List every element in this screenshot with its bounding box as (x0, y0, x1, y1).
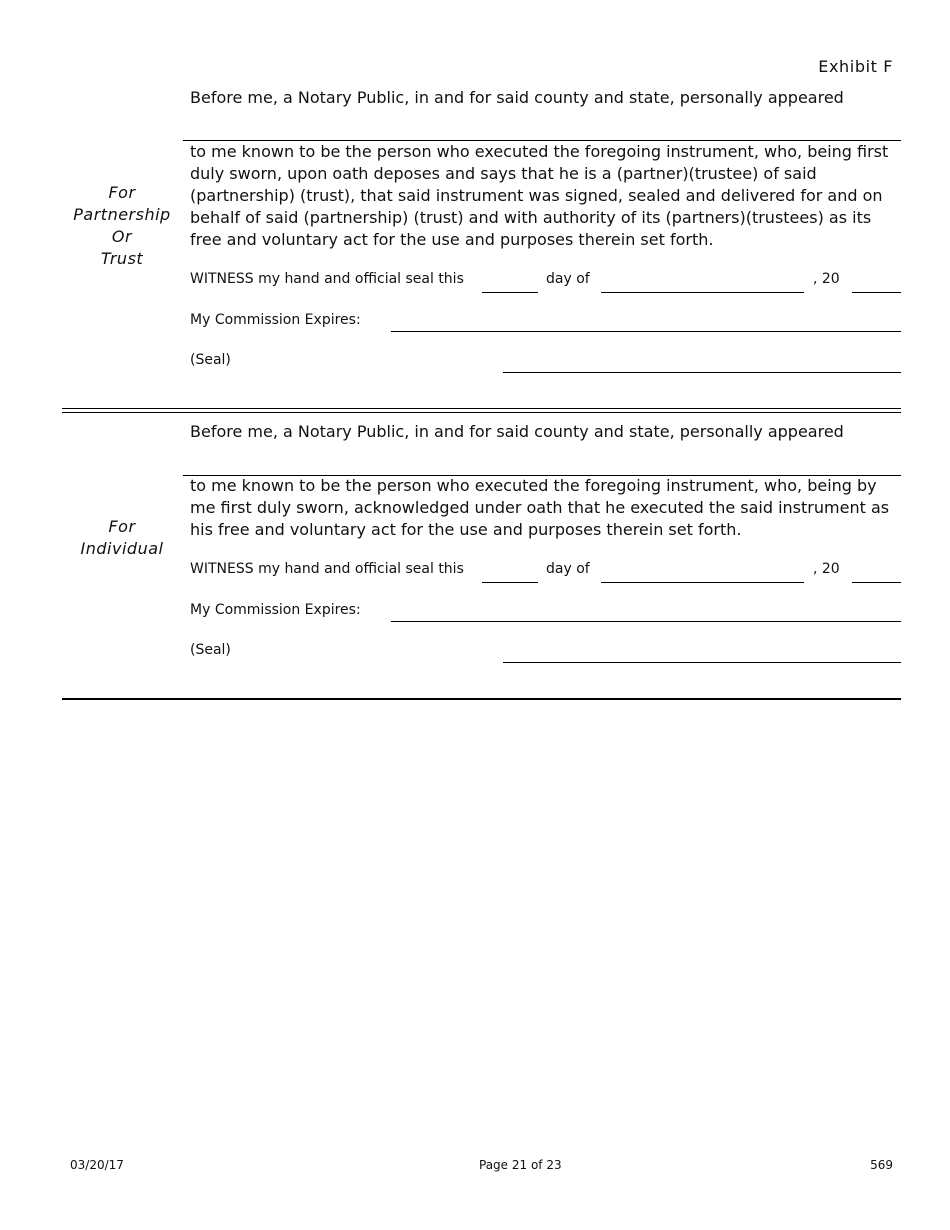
footer-form-number: 569 (870, 1158, 893, 1172)
day-blank[interactable] (482, 292, 538, 293)
intro-text: Before me, a Notary Public, in and for said county and state, personally appeared (190, 88, 844, 107)
commission-expires-label: My Commission Expires: (190, 602, 361, 618)
acknowledgment-body: to me known to be the person who executed the foregoing instrument, who, being by me first duly sworn, acknowledged under oath that he executed the said instrument as his free and voluntary act for the use and purposes therein set forth. (190, 476, 890, 539)
side-label-individual (62, 516, 182, 560)
year-prefix-label: , 20 (813, 561, 840, 577)
month-blank[interactable] (601, 582, 804, 583)
year-prefix-label: , 20 (813, 271, 840, 287)
commission-expires-label: My Commission Expires: (190, 312, 361, 328)
acknowledgment-body: to me known to be the person who executed the foregoing instrument, who, being first duly sworn, upon oath deposes and says that he is a (partner)(trustee) of said (partnership) (trust), that said instrument was signed, sealed and delivered for and on behalf of said (partnership) (trust) and with authority of its (partners)(trustees) as its free and voluntary act for the use and purposes therein set forth. (190, 142, 889, 249)
signature-blank[interactable] (503, 662, 901, 663)
year-blank[interactable] (852, 292, 901, 293)
seal-label: (Seal) (190, 642, 231, 658)
intro-text: Before me, a Notary Public, in and for said county and state, personally appeared (190, 422, 844, 441)
footer-date: 03/20/17 (70, 1158, 124, 1172)
witness-label: WITNESS my hand and official seal this (190, 561, 464, 577)
month-blank[interactable] (601, 292, 804, 293)
day-of-label: day of (546, 271, 590, 287)
side-label-line: Or (111, 227, 133, 246)
side-label-line: Trust (100, 249, 144, 268)
day-of-label: day of (546, 561, 590, 577)
day-blank[interactable] (482, 582, 538, 583)
signature-blank[interactable] (503, 372, 901, 373)
section-end-rule (62, 698, 901, 700)
side-label-line: Partnership (73, 205, 171, 224)
exhibit-label: Exhibit F (818, 57, 893, 76)
section-divider (62, 408, 901, 413)
seal-label: (Seal) (190, 352, 231, 368)
commission-expires-blank[interactable] (391, 621, 901, 622)
footer-page-number: Page 21 of 23 (479, 1158, 562, 1172)
witness-label: WITNESS my hand and official seal this (190, 271, 464, 287)
side-label-line: Individual (80, 539, 164, 558)
side-label-line: For (108, 517, 136, 536)
side-label-line: For (108, 183, 136, 202)
commission-expires-blank[interactable] (391, 331, 901, 332)
year-blank[interactable] (852, 582, 901, 583)
side-label-partnership-trust (62, 182, 182, 270)
